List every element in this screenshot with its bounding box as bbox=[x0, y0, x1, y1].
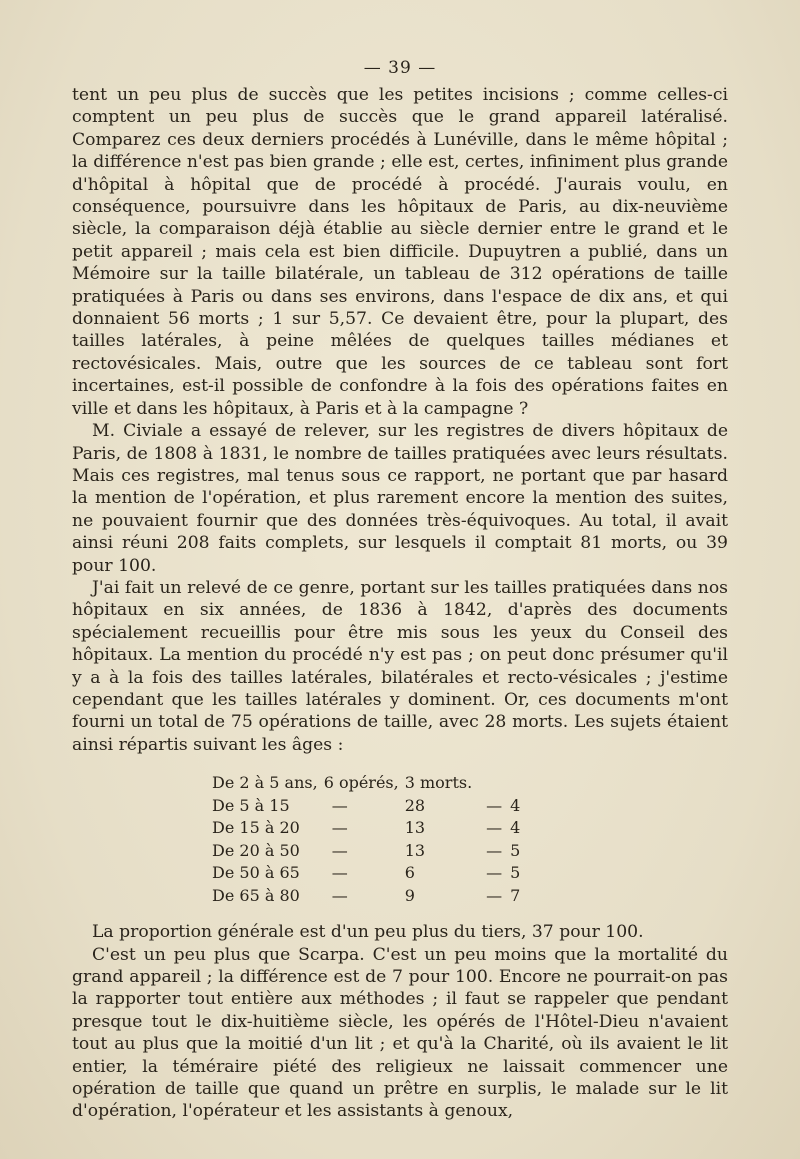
paragraph-4: La proportion générale est d'un peu plus du tiers, 37 pour 100. bbox=[92, 922, 644, 943]
dash-separator: — bbox=[331, 818, 348, 838]
paragraph-5: C'est un peu plus que Scarpa. C'est un peu moins que la mortalité du grand appareil ; la différence est de 7 pour 100. Encore ne pourrait-on pas la rapporter tout entière aux méthodes ; il faut se rappeler que pendant presque tout le dix-huitième siècle, les opérés de l'Hôtel-Dieu n'avaient tout au plus que la moitié d'un lit ; et qu'à la Charité, où ils avaient le lit entier, la téméraire piété des religieux ne laissait commencer une opération de taille que quand un prêtre en surplis, le malade sur le lit d'opération, l'opérateur et les assistants à genoux, bbox=[72, 944, 728, 1122]
paragraph-1: tent un peu plus de succès que les petites incisions ; comme celles-ci comptent un peu plus de succès que le grand appareil latéralisé. Comparez ces deux derniers procédés à Lunéville, dans le même hôpital ; la différence n'est pas bien grande ; elle est, certes, infiniment plus grande d'hôpital à hôpital que de procédé à procédé. J'aurais voulu, en conséquence, poursuivre dans les hôpitaux de Paris, au dix-neuvième siècle, la comparaison déjà établie au siècle dernier entre le grand et le petit appareil ; mais cela est bien difficile. Dupuytren a publié, dans un Mémoire sur la taille bilatérale, un tableau de 312 opérations de taille pratiquées à Paris ou dans ses environs, dans l'espace de dix ans, et qui donnaient 56 morts ; 1 sur 5,57. Ce devaient être, pour la plupart, des tailles latérales, à peine mêlées de quelques tailles médianes et rectovésicales. Mais, outre que les sources de ce tableau sont fort incertaines, est-il possible de confondre à la fois des opérations faites en ville et dans les hôpitaux, à Paris et à la campagne ? bbox=[72, 85, 728, 419]
body-text bbox=[72, 84, 728, 1123]
table-row: De 20 à 50 — 13 — 5 bbox=[212, 840, 526, 863]
dash-separator: — bbox=[331, 885, 348, 905]
dash-separator: — bbox=[486, 863, 503, 883]
paragraph-3: J'ai fait un relevé de ce genre, portant sur les tailles pratiquées dans nos hôpitaux en six années, de 1836 à 1842, d'après des documents spécialement recueillis pour être mis sous les yeux du Conseil des hôpitaux. La mention du procédé n'y est pas ; on peut donc présumer qu'il y a à la fois des tailles latérales, bilatérales et recto-vésicales ; j'estime cependant que les tailles latérales y dominent. Or, ces documents m'ont fourni un total de 75 opérations de taille, avec 28 morts. Les sujets étaient ainsi répartis suivant les âges : bbox=[72, 577, 728, 755]
dash-separator: — bbox=[486, 818, 503, 838]
page-number: — 39 — bbox=[363, 58, 437, 78]
table-row: De 65 à 80 — 9 — 7 bbox=[212, 885, 526, 908]
table-row: De 15 à 20 — 13 — 4 bbox=[212, 817, 526, 840]
age-table bbox=[212, 772, 526, 907]
dash-separator: — bbox=[486, 840, 503, 860]
dash-separator: — bbox=[331, 795, 348, 815]
dash-separator: — bbox=[486, 795, 503, 815]
table-row: De 2 à 5 ans, 6 opérés, 3 morts. bbox=[212, 773, 473, 793]
paragraph-2: M. Civiale a essayé de relever, sur les registres de divers hôpitaux de Paris, de 1808 à 1831, le nombre de tailles pratiquées avec leurs résultats. Mais ces registres, mal tenus sous ce rapport, ne portant que par hasard la mention de l'opération, et plus rarement encore la mention des suites, ne pouvaient fournir que des données très-équivoques. Au total, il avait ainsi réuni 208 faits complets, sur lesquels il comptait 81 morts, ou 39 pour 100. bbox=[72, 421, 728, 576]
dash-separator: — bbox=[486, 885, 503, 905]
table-row: De 50 à 65 — 6 — 5 bbox=[212, 862, 526, 885]
dash-separator: — bbox=[331, 840, 348, 860]
dash-separator: — bbox=[331, 863, 348, 883]
table-row: De 5 à 15 — 28 — 4 bbox=[212, 795, 526, 818]
